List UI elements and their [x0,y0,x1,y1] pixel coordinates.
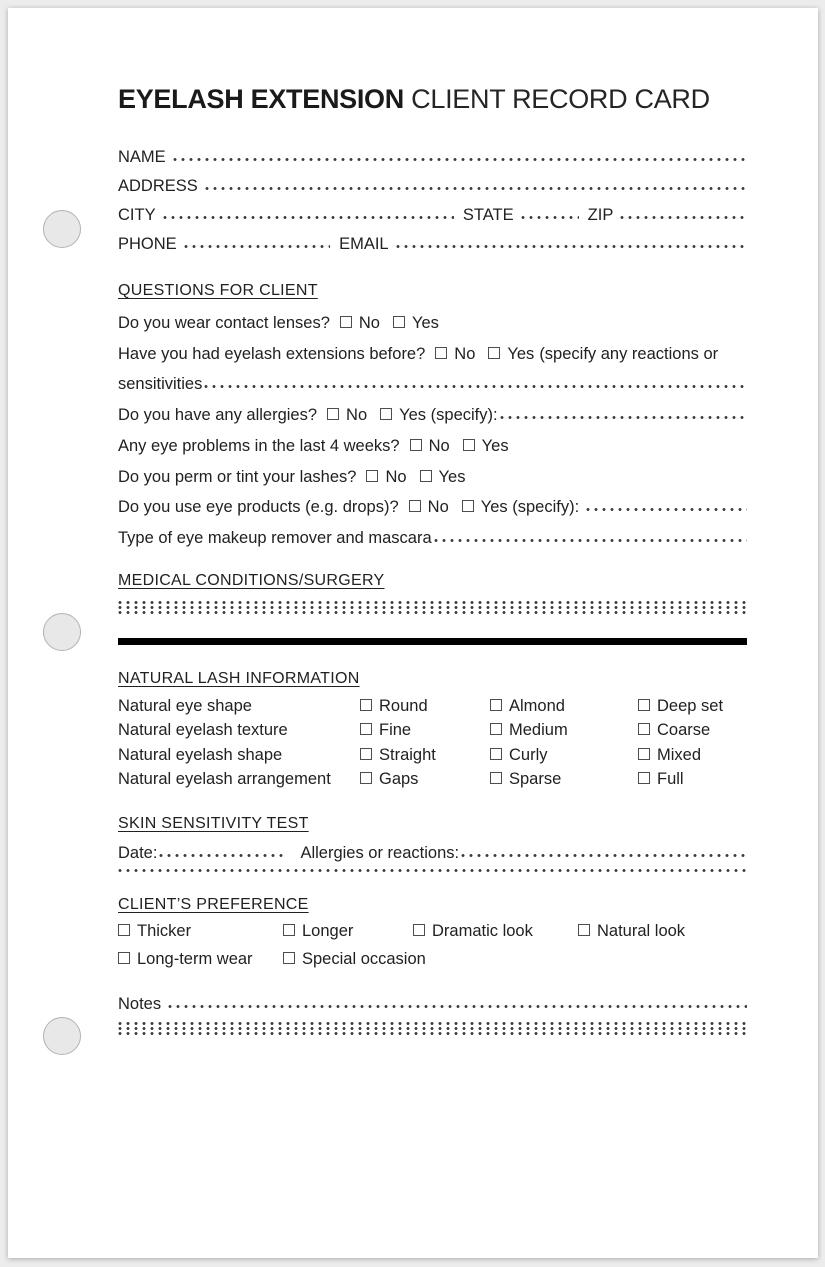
eye-products-specify-write-in-line [586,507,747,512]
natural-row-label: Natural eyelash texture [118,721,288,740]
texture-coarse-checkbox[interactable] [638,723,650,735]
eye-shape-almond-checkbox[interactable] [490,699,502,711]
questions-section-heading: QUESTIONS FOR CLIENT [118,282,318,299]
questions-section [118,308,747,554]
question-contact-lenses [118,308,747,339]
question-text: Do you perm or tint your lashes? [118,467,357,486]
question-text: Any eye problems in the last 4 weeks? [118,436,400,455]
question-eye-problems [118,431,747,462]
texture-fine-checkbox[interactable] [360,723,372,735]
q6-yes-checkbox[interactable] [462,500,474,512]
q5-yes-checkbox[interactable] [420,470,432,482]
address-field-row [118,172,747,201]
skin-test-section-heading: SKIN SENSITIVITY TEST [118,815,309,832]
q1-no-checkbox[interactable] [340,316,352,328]
eye-shape-round-checkbox[interactable] [360,699,372,711]
notes-section [118,988,747,1036]
question-eye-products [118,492,747,523]
natural-lash-table [118,694,747,792]
preference-section-heading: CLIENT’S PREFERENCE [118,896,309,913]
notes-label-row [118,988,747,1021]
preference-options-row-1 [118,919,747,944]
question-allergies [118,400,747,431]
question-perm-tint [118,462,747,493]
option-label: Straight [379,745,436,764]
notes-write-in-line [168,1004,747,1009]
pref-natural-look-checkbox[interactable] [578,924,590,936]
q5-yes-label: Yes [438,467,466,486]
q6-yes-label: Yes (specify): [480,498,580,517]
q3-yes-label: Yes (specify): [399,406,498,425]
zip-write-in-line [620,215,747,220]
q3-no-label: No [346,406,368,425]
city-state-zip-row [118,201,747,230]
q3-yes-checkbox[interactable] [380,408,392,420]
q5-no-label: No [385,467,407,486]
q2-suffix-text: (specify any reactions or [539,344,719,363]
q2-no-label: No [454,344,476,363]
lash-shape-straight-checkbox[interactable] [360,748,372,760]
q4-yes-label: Yes [481,436,509,455]
question-text: Have you had eyelash extensions before? [118,344,426,363]
question-text: Type of eye makeup remover and mascara [118,528,432,547]
question-sensitivities-continuation [118,369,747,400]
option-label: Round [379,696,428,715]
pref-longer-checkbox[interactable] [283,924,295,936]
option-label: Special occasion [302,950,426,968]
name-label: NAME [118,148,166,166]
phone-email-row [118,230,747,259]
question-text: Do you use eye products (e.g. drops)? [118,498,399,517]
allergies-specify-write-in-line [500,415,747,420]
city-label: CITY [118,206,156,224]
option-label: Mixed [657,745,702,764]
date-label: Date: [118,844,158,862]
contact-section [118,143,747,259]
option-label: Deep set [657,696,724,715]
question-makeup-remover [118,523,747,554]
date-write-in-line [159,853,284,858]
option-label: Full [657,770,684,789]
page-title-primary: EYELASH EXTENSION [118,84,404,114]
skin-test-write-in-line [118,868,747,873]
email-write-in-line [396,244,747,249]
q1-no-label: No [358,314,380,332]
arrangement-sparse-checkbox[interactable] [490,772,502,784]
makeup-remover-write-in-line [434,538,747,543]
eye-shape-deep-set-checkbox[interactable] [638,699,650,711]
sensitivities-write-in-line [204,384,747,389]
q4-no-checkbox[interactable] [410,439,422,451]
option-label: Thicker [137,922,192,940]
name-field-row [118,143,747,172]
option-label: Almond [509,696,565,715]
hole-punch-bottom [43,1017,81,1055]
address-label: ADDRESS [118,177,198,195]
q4-yes-checkbox[interactable] [463,439,475,451]
q6-no-label: No [427,498,449,517]
option-label: Curly [509,745,548,764]
city-write-in-line [163,215,454,220]
pref-dramatic-look-checkbox[interactable] [413,924,425,936]
page-title-secondary: CLIENT RECORD CARD [411,84,710,114]
name-write-in-line [173,157,747,162]
section-divider-bar [118,638,747,645]
state-label: STATE [462,206,514,224]
record-card-page [8,8,818,1258]
notes-write-in-line [118,1031,747,1036]
q3-no-checkbox[interactable] [327,408,339,420]
natural-row-label: Natural eye shape [118,696,252,715]
arrangement-full-checkbox[interactable] [638,772,650,784]
question-text: Do you have any allergies? [118,406,318,425]
option-label: Natural look [597,922,686,940]
medical-section-heading: MEDICAL CONDITIONS/SURGERY [118,571,385,589]
medical-write-in-area [118,600,747,615]
question-text: Do you wear contact lenses? [118,314,330,332]
q1-yes-checkbox[interactable] [393,316,405,328]
hole-punch-middle [43,613,81,651]
pref-special-occasion-checkbox[interactable] [283,952,295,964]
option-label: Longer [302,922,354,940]
state-write-in-line [521,215,579,220]
phone-write-in-line [184,244,330,249]
hole-punch-top [43,210,81,248]
question-extensions-before [118,339,747,370]
skin-test-date-row [118,839,747,868]
q6-no-checkbox[interactable] [409,500,421,512]
option-label: Sparse [509,770,562,789]
q1-yes-label: Yes [411,314,439,332]
q5-no-checkbox[interactable] [366,470,378,482]
arrangement-gaps-checkbox[interactable] [360,772,372,784]
natural-row-label: Natural eyelash shape [118,745,283,764]
pref-thicker-checkbox[interactable] [118,924,130,936]
zip-label: ZIP [587,206,614,224]
q2-yes-label: Yes [507,344,535,363]
q4-no-label: No [428,436,450,455]
preference-options-row-2 [118,947,747,972]
pref-long-term-wear-checkbox[interactable] [118,952,130,964]
option-label: Gaps [379,770,419,789]
email-label: EMAIL [339,235,389,253]
natural-row-label: Natural eyelash arrangement [118,770,331,789]
lash-shape-curly-checkbox[interactable] [490,748,502,760]
option-label: Dramatic look [432,922,533,940]
page-title [118,82,747,116]
allergies-reactions-label: Allergies or reactions: [300,844,460,862]
option-label: Coarse [657,721,711,740]
allergies-reactions-write-in-line [461,853,747,858]
q2-no-checkbox[interactable] [435,347,447,359]
option-label: Fine [379,721,412,740]
notes-label: Notes [118,995,162,1013]
lash-shape-mixed-checkbox[interactable] [638,748,650,760]
natural-lash-section-heading: NATURAL LASH INFORMATION [118,669,360,687]
address-write-in-line [205,186,747,191]
phone-label: PHONE [118,235,177,253]
option-label: Medium [509,721,568,740]
option-label: Long-term wear [137,950,253,968]
texture-medium-checkbox[interactable] [490,723,502,735]
q2-continuation-text: sensitivities [118,375,203,394]
medical-write-in-line [118,610,747,615]
q2-yes-checkbox[interactable] [488,347,500,359]
